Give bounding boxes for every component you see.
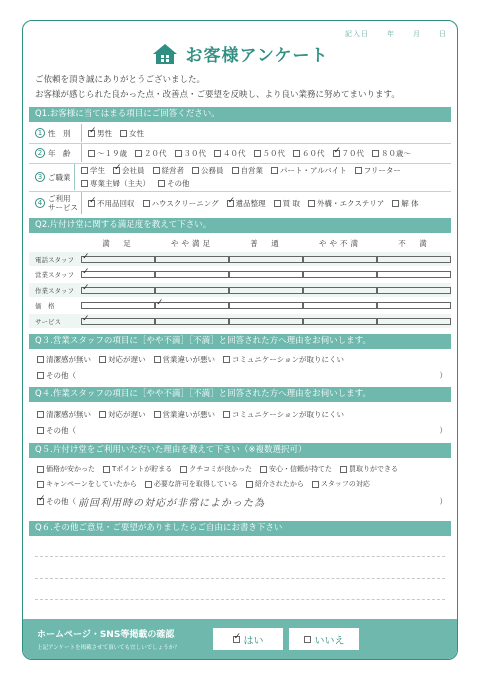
cell bbox=[377, 256, 451, 263]
q1-job-option[interactable] bbox=[113, 165, 145, 176]
q1-age-option[interactable] bbox=[214, 148, 246, 159]
q5-other-label: その他（ bbox=[46, 497, 76, 506]
checkbox[interactable] bbox=[37, 372, 44, 379]
checkbox[interactable] bbox=[246, 481, 253, 488]
checkbox-checked[interactable] bbox=[233, 636, 240, 643]
cell bbox=[81, 302, 155, 309]
cell bbox=[155, 256, 229, 263]
q4-option[interactable] bbox=[223, 409, 344, 420]
option-label: 男性 bbox=[97, 128, 112, 138]
write-line bbox=[35, 578, 445, 579]
q1-age-option[interactable] bbox=[372, 148, 411, 159]
fill-date-label: 記入日 bbox=[345, 30, 369, 38]
row-cells bbox=[81, 271, 451, 278]
q1-gender-row bbox=[29, 124, 451, 142]
q1-age-option[interactable] bbox=[254, 148, 286, 159]
q3-other-close: ） bbox=[439, 371, 447, 380]
cell bbox=[229, 271, 303, 278]
q5-option[interactable] bbox=[145, 479, 238, 489]
q3-heading: Q３.営業スタッフの項目に［やや不満］［不満］と回答された方へ理由をお伺いします。 bbox=[29, 334, 451, 349]
checkbox[interactable] bbox=[377, 287, 451, 294]
q1-service-row bbox=[29, 192, 451, 214]
q1-job-option[interactable] bbox=[81, 178, 150, 189]
fill-date bbox=[345, 29, 447, 39]
option-label: Tポイントが貯まる bbox=[112, 465, 173, 473]
q1-gender-options bbox=[81, 124, 144, 142]
option-label: その他 bbox=[167, 179, 190, 188]
cell bbox=[81, 318, 155, 325]
cell bbox=[155, 271, 229, 278]
checkbox[interactable] bbox=[303, 318, 377, 325]
checkbox[interactable] bbox=[312, 481, 319, 488]
checkbox[interactable] bbox=[154, 356, 161, 363]
circled-number: 3 bbox=[35, 172, 45, 182]
q1-job-label bbox=[29, 172, 74, 182]
q5-option[interactable] bbox=[103, 464, 172, 474]
q1-age-options bbox=[81, 144, 411, 162]
q1-job-row bbox=[29, 164, 451, 190]
option-label: パート・アルバイト bbox=[280, 166, 347, 175]
q3-other bbox=[37, 370, 447, 381]
checkbox[interactable] bbox=[37, 466, 44, 473]
checkbox[interactable] bbox=[88, 150, 95, 157]
q1-service-option[interactable] bbox=[227, 198, 266, 209]
checkbox[interactable] bbox=[192, 167, 199, 174]
checkbox[interactable] bbox=[99, 356, 106, 363]
circled-number: 2 bbox=[35, 148, 45, 158]
q2-row bbox=[29, 268, 451, 282]
option-label: 買取りができる bbox=[349, 465, 399, 473]
cell bbox=[81, 287, 155, 294]
q4-heading: Q４.作業スタッフの項目に［やや不満］［不満］と回答された方へ理由をお伺いします。 bbox=[29, 387, 451, 402]
q5-option[interactable] bbox=[37, 464, 95, 474]
checkbox[interactable] bbox=[153, 167, 160, 174]
q2-row bbox=[29, 314, 451, 328]
row-label: 価 格 bbox=[35, 302, 55, 310]
q1-job-option[interactable] bbox=[192, 165, 224, 176]
cell bbox=[229, 256, 303, 263]
checkbox[interactable] bbox=[229, 271, 303, 278]
checkbox[interactable] bbox=[232, 167, 239, 174]
cell bbox=[377, 271, 451, 278]
checkbox[interactable] bbox=[154, 411, 161, 418]
checkbox-checked[interactable] bbox=[113, 167, 120, 174]
checkbox[interactable] bbox=[155, 256, 229, 263]
option-label: 経営者 bbox=[161, 166, 184, 175]
checkbox[interactable] bbox=[377, 271, 451, 278]
option-label: 安心・信頼が持てた bbox=[269, 465, 333, 473]
circled-number: 4 bbox=[35, 198, 45, 208]
q6-heading: Q６.その他ご意見・ご要望がありましたらご自由にお書き下さい bbox=[29, 521, 451, 536]
sns-consent-sub: 上記アンケートを掲載させて頂いても宜しいでしょうか？ bbox=[37, 645, 180, 651]
cell bbox=[81, 256, 155, 263]
checkbox-checked[interactable] bbox=[81, 318, 155, 325]
fill-date-year: 年 bbox=[387, 30, 395, 38]
option-label: コミュニケーションが取りにくい bbox=[232, 410, 345, 419]
option-label: 専業主婦（主夫） bbox=[90, 179, 150, 188]
option-label: コミュニケーションが取りにくい bbox=[232, 355, 345, 364]
cell bbox=[229, 302, 303, 309]
checkbox[interactable] bbox=[274, 200, 281, 207]
q2-heading: Q2.片付け堂に関する満足度を教えて下さい。 bbox=[29, 218, 451, 233]
column-header: 満 足 bbox=[102, 239, 134, 248]
option-label: ８０歳〜 bbox=[381, 148, 411, 158]
checkbox[interactable] bbox=[175, 150, 182, 157]
checkbox[interactable] bbox=[81, 180, 88, 187]
checkbox[interactable] bbox=[340, 466, 347, 473]
q1-service-option[interactable] bbox=[392, 198, 418, 209]
intro-line-1: ご依頼を頂き誠にありがとうございました。 bbox=[35, 75, 206, 85]
q3-other-label: その他（ bbox=[46, 371, 76, 380]
checkbox[interactable] bbox=[37, 427, 44, 434]
q3-options bbox=[37, 354, 447, 365]
q2-row bbox=[29, 299, 451, 313]
checkbox[interactable] bbox=[155, 271, 229, 278]
q4-other-label: その他（ bbox=[46, 426, 76, 435]
option-label: ７０代 bbox=[341, 148, 364, 158]
q5-other bbox=[37, 494, 447, 509]
checkbox[interactable] bbox=[158, 180, 165, 187]
checkbox[interactable] bbox=[229, 302, 303, 309]
checkbox[interactable] bbox=[293, 150, 300, 157]
cell bbox=[377, 302, 451, 309]
checkbox-checked[interactable] bbox=[81, 287, 155, 294]
page-title: お客様アンケート bbox=[185, 46, 329, 66]
sns-consent-text bbox=[23, 627, 213, 651]
checkbox-checked[interactable] bbox=[88, 130, 95, 137]
q5-handwritten-answer: 前回利用時の対応が非常によかった為 bbox=[78, 498, 265, 509]
q3-option[interactable] bbox=[223, 354, 344, 365]
q1-service-label bbox=[29, 194, 81, 212]
q2-row bbox=[29, 252, 451, 266]
q1-job-option[interactable] bbox=[81, 165, 105, 176]
checkbox[interactable] bbox=[223, 411, 230, 418]
cell bbox=[155, 302, 229, 309]
option-label: 清潔感が無い bbox=[46, 410, 91, 419]
row-label: 電話スタッフ bbox=[35, 255, 74, 264]
q4-other-close: ） bbox=[439, 426, 447, 435]
house-logo-icon bbox=[152, 43, 178, 65]
checkbox-checked[interactable] bbox=[88, 200, 95, 207]
checkbox[interactable] bbox=[155, 287, 229, 294]
q2-column-headers bbox=[81, 238, 451, 249]
cell bbox=[155, 318, 229, 325]
checkbox-checked[interactable] bbox=[155, 302, 229, 309]
option-label: ３０代 bbox=[183, 148, 206, 158]
checkbox[interactable] bbox=[37, 356, 44, 363]
option-label: 清潔感が無い bbox=[46, 355, 91, 364]
checkbox[interactable] bbox=[135, 150, 142, 157]
option-label: ４０代 bbox=[223, 148, 246, 158]
q1-gender-option[interactable] bbox=[88, 128, 112, 139]
q1-heading: Q1.お客様に当てはまる項目にご回答ください。 bbox=[29, 107, 451, 122]
cell bbox=[303, 302, 377, 309]
checkbox[interactable] bbox=[81, 302, 155, 309]
q4-other bbox=[37, 425, 447, 436]
option-label: クチコミが良かった bbox=[189, 465, 253, 473]
q1-age-option[interactable] bbox=[333, 148, 365, 159]
row-cells bbox=[81, 318, 451, 325]
option-label: ハウスクリーニング bbox=[151, 198, 219, 208]
write-line bbox=[35, 556, 445, 557]
option-label: 公務員 bbox=[201, 166, 224, 175]
checkbox[interactable] bbox=[377, 256, 451, 263]
q3-option[interactable] bbox=[37, 354, 91, 365]
q1-job-option[interactable] bbox=[271, 165, 347, 176]
q5-option[interactable] bbox=[260, 464, 332, 474]
sns-consent-footer bbox=[23, 619, 457, 659]
cell bbox=[155, 287, 229, 294]
option-label: 〜１９歳 bbox=[97, 148, 127, 158]
cell bbox=[229, 318, 303, 325]
label-text: ご職業 bbox=[48, 172, 71, 182]
row-cells bbox=[81, 287, 451, 294]
option-label: 会社員 bbox=[122, 166, 145, 175]
checkbox[interactable] bbox=[372, 150, 379, 157]
cell bbox=[303, 256, 377, 263]
checkbox-checked[interactable] bbox=[227, 200, 234, 207]
circled-number: 1 bbox=[35, 128, 45, 138]
q1-job-option[interactable] bbox=[153, 165, 185, 176]
q1-job-option[interactable] bbox=[355, 165, 401, 176]
checkbox[interactable] bbox=[254, 150, 261, 157]
option-label: 自営業 bbox=[240, 166, 263, 175]
row-label: サービス bbox=[35, 317, 61, 326]
q5-other-close: ） bbox=[439, 497, 447, 506]
q1-gender-option[interactable] bbox=[120, 128, 144, 139]
option-label: 営業違いが悪い bbox=[162, 410, 215, 419]
checkbox[interactable] bbox=[355, 167, 362, 174]
q1-service-options bbox=[81, 192, 419, 214]
checkbox[interactable] bbox=[377, 302, 451, 309]
q1-job-option[interactable] bbox=[158, 178, 190, 189]
consent-no-label: いいえ bbox=[314, 635, 345, 647]
cell bbox=[303, 271, 377, 278]
option-label: ６０代 bbox=[302, 148, 325, 158]
checkbox[interactable] bbox=[214, 150, 221, 157]
q5-option[interactable] bbox=[180, 464, 252, 474]
checkbox[interactable] bbox=[229, 287, 303, 294]
cell bbox=[377, 287, 451, 294]
checkbox[interactable] bbox=[304, 636, 311, 643]
option-label: 必要な許可を取得している bbox=[153, 480, 238, 488]
q5-option[interactable] bbox=[312, 479, 370, 489]
q3-option[interactable] bbox=[154, 354, 216, 365]
q4-option[interactable] bbox=[37, 409, 91, 420]
fill-date-day: 日 bbox=[439, 30, 447, 38]
option-label: 紹介されたから bbox=[254, 480, 304, 488]
q2-row bbox=[29, 283, 451, 297]
option-label: 営業違いが悪い bbox=[162, 355, 215, 364]
option-label: 遺品整理 bbox=[235, 198, 266, 208]
q5-options-row2 bbox=[37, 479, 447, 489]
checkbox[interactable] bbox=[229, 256, 303, 263]
fill-date-month: 月 bbox=[413, 30, 421, 38]
checkbox[interactable] bbox=[99, 411, 106, 418]
title-row bbox=[23, 41, 457, 66]
q5-option[interactable] bbox=[246, 479, 304, 489]
option-label: 対応が遅い bbox=[108, 355, 146, 364]
row-cells bbox=[81, 256, 451, 263]
column-header: やや満足 bbox=[171, 239, 213, 248]
q1-job-option[interactable] bbox=[232, 165, 264, 176]
survey-sheet bbox=[22, 20, 458, 660]
q4-options bbox=[37, 409, 447, 420]
checkbox[interactable] bbox=[155, 318, 229, 325]
sns-consent-title: ホームページ・SNS等掲載の確認 bbox=[37, 630, 175, 640]
checkbox[interactable] bbox=[81, 167, 88, 174]
q1-age-option[interactable] bbox=[175, 148, 207, 159]
option-label: 解 体 bbox=[401, 198, 419, 208]
checkbox[interactable] bbox=[303, 287, 377, 294]
checkbox[interactable] bbox=[37, 481, 44, 488]
checkbox-checked[interactable] bbox=[37, 498, 44, 505]
checkbox[interactable] bbox=[303, 256, 377, 263]
checkbox[interactable] bbox=[303, 271, 377, 278]
write-line bbox=[35, 599, 445, 600]
consent-yes-option[interactable] bbox=[213, 628, 283, 650]
q4-option[interactable] bbox=[99, 409, 146, 420]
cell bbox=[377, 318, 451, 325]
q5-option[interactable] bbox=[37, 479, 137, 489]
checkbox[interactable] bbox=[103, 466, 110, 473]
checkbox[interactable] bbox=[120, 130, 127, 137]
option-label: 対応が遅い bbox=[108, 410, 146, 419]
option-label: スタッフの対応 bbox=[320, 480, 370, 488]
intro-line-2: お客様が感じられた良かった点・改善点・ご要望を反映し、より良い業務に努めてまいります。 bbox=[35, 90, 400, 100]
checkbox-checked[interactable] bbox=[81, 271, 155, 278]
q5-option[interactable] bbox=[340, 464, 398, 474]
checkbox[interactable] bbox=[260, 466, 267, 473]
option-label: ２０代 bbox=[144, 148, 167, 158]
q1-service-option[interactable] bbox=[274, 198, 300, 209]
checkbox[interactable] bbox=[271, 167, 278, 174]
column-header: やや不満 bbox=[319, 239, 361, 248]
option-label: キャンペーンをしていたから bbox=[46, 480, 137, 488]
checkbox[interactable] bbox=[37, 411, 44, 418]
q1-service-option[interactable] bbox=[308, 198, 384, 209]
cell bbox=[229, 287, 303, 294]
checkbox[interactable] bbox=[303, 302, 377, 309]
q1-gender-label bbox=[29, 128, 81, 138]
checkbox[interactable] bbox=[223, 356, 230, 363]
option-label: フリーター bbox=[363, 166, 401, 175]
q1-age-option[interactable] bbox=[293, 148, 325, 159]
q4-option[interactable] bbox=[154, 409, 216, 420]
cell bbox=[303, 318, 377, 325]
option-label: 外構・エクステリア bbox=[317, 198, 385, 208]
q5-options-row1 bbox=[37, 464, 447, 474]
option-label: 価格が安かった bbox=[46, 465, 95, 473]
cell bbox=[303, 287, 377, 294]
checkbox[interactable] bbox=[308, 200, 315, 207]
q1-job-options bbox=[74, 164, 451, 190]
q1-service-option[interactable] bbox=[143, 198, 219, 209]
intro-text bbox=[35, 73, 400, 103]
checkbox[interactable] bbox=[143, 200, 150, 207]
q1-age-option[interactable] bbox=[88, 148, 127, 159]
row-label: 作業スタッフ bbox=[35, 286, 74, 295]
column-header: 普 通 bbox=[250, 239, 282, 248]
row-label: 営業スタッフ bbox=[35, 271, 74, 279]
checkbox[interactable] bbox=[229, 318, 303, 325]
q3-option[interactable] bbox=[99, 354, 146, 365]
checkbox[interactable] bbox=[145, 481, 152, 488]
option-label: 学生 bbox=[90, 166, 105, 175]
q1-service-option[interactable] bbox=[88, 198, 135, 209]
q1-age-row bbox=[29, 144, 451, 162]
label-text: 性 別 bbox=[48, 128, 71, 138]
q1-age-option[interactable] bbox=[135, 148, 167, 159]
consent-yes-label: はい bbox=[243, 635, 264, 647]
option-label: ５０代 bbox=[262, 148, 285, 158]
checkbox-checked[interactable] bbox=[81, 256, 155, 263]
label-text: ご利用 サービス bbox=[48, 194, 78, 212]
consent-no-option[interactable] bbox=[289, 628, 359, 650]
q1-age-label bbox=[29, 148, 81, 158]
q5-heading: Q５.片付け堂をご利用いただいた理由を教えて下さい（※複数選択可） bbox=[29, 443, 451, 458]
checkbox-checked[interactable] bbox=[333, 150, 340, 157]
column-header: 不 満 bbox=[398, 239, 430, 248]
checkbox[interactable] bbox=[392, 200, 399, 207]
option-label: 女性 bbox=[129, 128, 144, 138]
label-text: 年 齢 bbox=[48, 148, 71, 158]
cell bbox=[81, 271, 155, 278]
option-label: 買 取 bbox=[282, 198, 301, 208]
row-cells bbox=[81, 302, 451, 309]
option-label: 不用品回収 bbox=[97, 198, 135, 208]
checkbox[interactable] bbox=[180, 466, 187, 473]
checkbox[interactable] bbox=[377, 318, 451, 325]
